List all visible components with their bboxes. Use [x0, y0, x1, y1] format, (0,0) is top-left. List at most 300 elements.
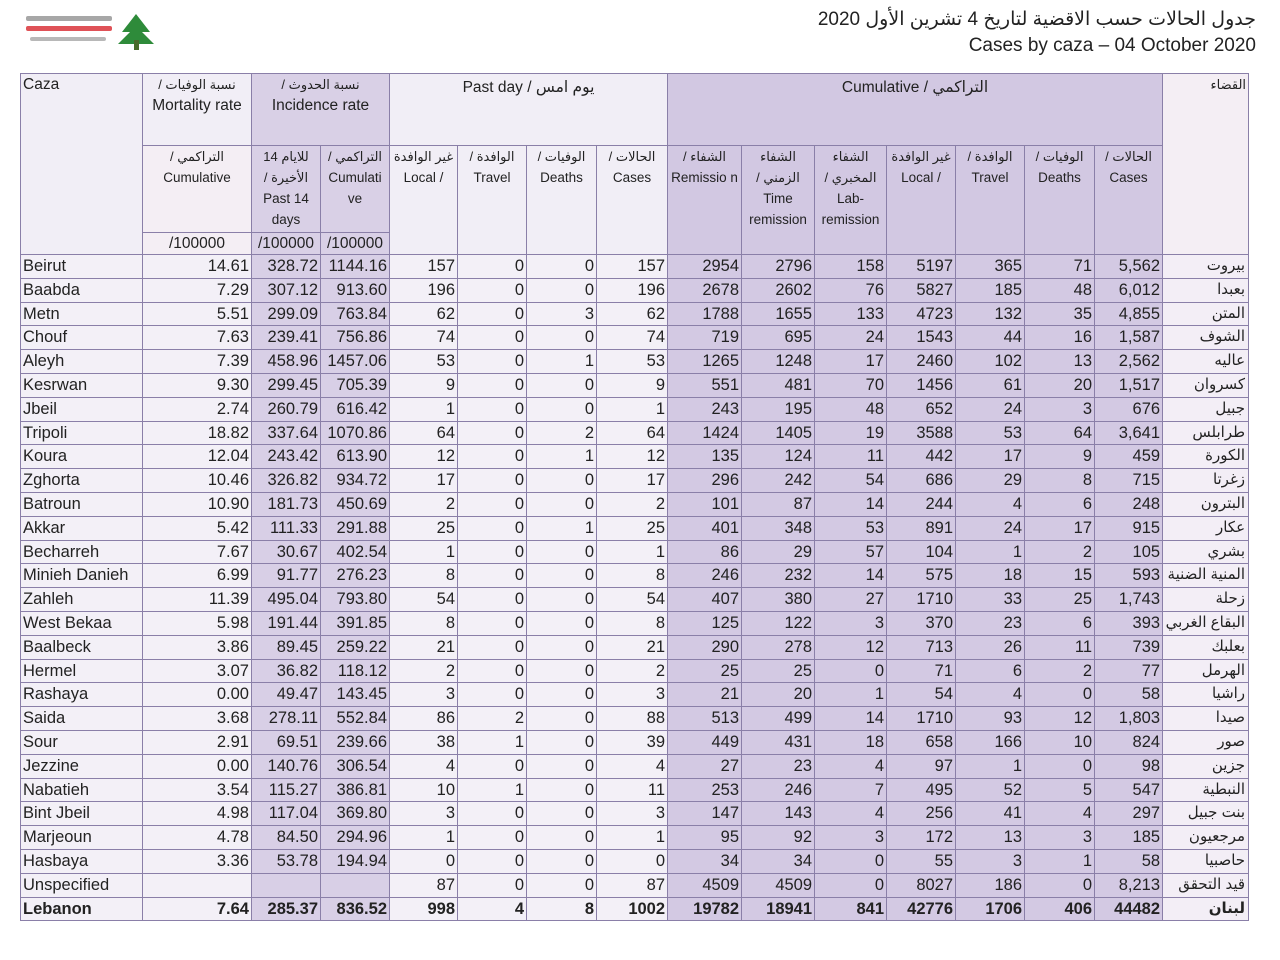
time-remission-cell: 695: [742, 326, 815, 350]
incidence-14days-cell: 140.76: [252, 754, 321, 778]
pastday-deaths-cell: 0: [527, 683, 597, 707]
table-row: [21, 540, 1249, 564]
cumulative-local-cell: 172: [887, 826, 956, 850]
cumulative-cases-cell: 6,012: [1095, 278, 1163, 302]
incidence-cumulative-cell: 291.88: [321, 516, 390, 540]
caza-name-cell: Bint Jbeil: [21, 802, 143, 826]
time-remission-cell: 143: [742, 802, 815, 826]
cumulative-local-cell: 5827: [887, 278, 956, 302]
cumulative-cases-cell: 824: [1095, 730, 1163, 754]
mortality-cumulative-cell: 2.74: [143, 397, 252, 421]
time-remission-cell: 195: [742, 397, 815, 421]
cumulative-local-cell: 42776: [887, 897, 956, 921]
mortality-cumulative-cell: 3.68: [143, 707, 252, 731]
caza-name-arabic-cell: بعلبك: [1163, 635, 1249, 659]
caza-name-arabic-cell: عاليه: [1163, 350, 1249, 374]
cumulative-cases-cell: 459: [1095, 445, 1163, 469]
caza-name-arabic-cell: زحلة: [1163, 588, 1249, 612]
pastday-deaths-cell: 0: [527, 802, 597, 826]
caza-name-arabic-cell: لبنان: [1163, 897, 1249, 921]
pastday-deaths-cell: 0: [527, 730, 597, 754]
cumulative-cases-cell: 58: [1095, 849, 1163, 873]
cumulative-travel-cell: 6: [956, 659, 1025, 683]
incidence-cumulative-cell: 934.72: [321, 469, 390, 493]
table-row: [21, 397, 1249, 421]
pastday-local-cell: 87: [390, 873, 458, 897]
time-remission-cell: 499: [742, 707, 815, 731]
title-arabic: جدول الحالات حسب الاقضية لتاريخ 4 تشرين الأول 2020: [817, 9, 1256, 30]
mortality-cumulative-cell: 14.61: [143, 255, 252, 279]
caza-name-arabic-cell: الهرمل: [1163, 659, 1249, 683]
incidence-14days-cell: 115.27: [252, 778, 321, 802]
cumulative-deaths-cell: 15: [1025, 564, 1095, 588]
incidence-14days-cell: 239.41: [252, 326, 321, 350]
incidence-cumulative-cell: 756.86: [321, 326, 390, 350]
pastday-local-cell: 25: [390, 516, 458, 540]
table-row: [21, 302, 1249, 326]
lab-remission-cell: 11: [815, 445, 887, 469]
lab-remission-cell: 4: [815, 754, 887, 778]
remission-cell: 34: [668, 849, 742, 873]
cumulative-local-cell: 1456: [887, 373, 956, 397]
table-row: [21, 255, 1249, 279]
caza-name-cell: Beirut: [21, 255, 143, 279]
pastday-cases-cell: 74: [597, 326, 668, 350]
time-remission-cell: 2796: [742, 255, 815, 279]
incidence-cumulative-cell: 294.96: [321, 826, 390, 850]
time-remission-cell: 25: [742, 659, 815, 683]
cumulative-deaths-cell: 9: [1025, 445, 1095, 469]
table-row: [21, 635, 1249, 659]
incidence-14days-cell: 337.64: [252, 421, 321, 445]
mortality-cumulative-cell: 4.98: [143, 802, 252, 826]
table-row: [21, 802, 1249, 826]
time-remission-cell: 431: [742, 730, 815, 754]
pastday-travel-cell: 1: [458, 730, 527, 754]
pastday-cases-cell: 4: [597, 754, 668, 778]
lab-remission-cell: 17: [815, 350, 887, 374]
lab-remission-cell: 19: [815, 421, 887, 445]
cumulative-cases-cell: 77: [1095, 659, 1163, 683]
incidence-cumulative-cell: 1070.86: [321, 421, 390, 445]
time-remission-cell: 1655: [742, 302, 815, 326]
time-remission-cell: 1405: [742, 421, 815, 445]
caza-name-cell: Jezzine: [21, 754, 143, 778]
pastday-cases-cell: 87: [597, 873, 668, 897]
cumulative-local-cell: 713: [887, 635, 956, 659]
cumulative-travel-cell: 23: [956, 611, 1025, 635]
incidence-cumulative-cell: 369.80: [321, 802, 390, 826]
pastday-deaths-cell: 3: [527, 302, 597, 326]
caza-name-cell: West Bekaa: [21, 611, 143, 635]
table-row: [21, 278, 1249, 302]
header-cumulative: Cumulative / التراكمي: [668, 74, 1163, 146]
cumulative-deaths-cell: 6: [1025, 492, 1095, 516]
incidence-14days-cell: 299.09: [252, 302, 321, 326]
pastday-travel-cell: 0: [458, 469, 527, 493]
cumulative-local-cell: 891: [887, 516, 956, 540]
pastday-deaths-cell: 1: [527, 516, 597, 540]
incidence-14days-cell: 260.79: [252, 397, 321, 421]
cumulative-cases-cell: 1,587: [1095, 326, 1163, 350]
pastday-travel-cell: 0: [458, 873, 527, 897]
incidence-14days-cell: 191.44: [252, 611, 321, 635]
header-cumulative-local: غير الوافدة Local /: [887, 146, 956, 255]
time-remission-cell: 1248: [742, 350, 815, 374]
caza-name-arabic-cell: بعبدا: [1163, 278, 1249, 302]
cumulative-deaths-cell: 11: [1025, 635, 1095, 659]
pastday-travel-cell: 4: [458, 897, 527, 921]
caza-name-arabic-cell: مرجعيون: [1163, 826, 1249, 850]
incidence-14days-cell: 117.04: [252, 802, 321, 826]
table-row: [21, 373, 1249, 397]
time-remission-cell: 2602: [742, 278, 815, 302]
table-row: [21, 469, 1249, 493]
pastday-travel-cell: 0: [458, 540, 527, 564]
mortality-cumulative-cell: 7.39: [143, 350, 252, 374]
incidence-14days-cell: 84.50: [252, 826, 321, 850]
ministry-logo: [20, 10, 160, 54]
pastday-deaths-cell: 0: [527, 326, 597, 350]
cumulative-deaths-cell: 64: [1025, 421, 1095, 445]
cumulative-travel-cell: 52: [956, 778, 1025, 802]
caza-name-cell: Saida: [21, 707, 143, 731]
pastday-cases-cell: 88: [597, 707, 668, 731]
pastday-travel-cell: 0: [458, 326, 527, 350]
cumulative-local-cell: 1710: [887, 588, 956, 612]
cumulative-local-cell: 1543: [887, 326, 956, 350]
cumulative-local-cell: 8027: [887, 873, 956, 897]
cumulative-cases-cell: 676: [1095, 397, 1163, 421]
incidence-cumulative-cell: 1144.16: [321, 255, 390, 279]
cumulative-travel-cell: 61: [956, 373, 1025, 397]
caza-name-cell: Batroun: [21, 492, 143, 516]
incidence-cumulative-cell: 763.84: [321, 302, 390, 326]
cumulative-cases-cell: 5,562: [1095, 255, 1163, 279]
pastday-cases-cell: 3: [597, 683, 668, 707]
incidence-14days-cell: 328.72: [252, 255, 321, 279]
pastday-travel-cell: 0: [458, 588, 527, 612]
mortality-cumulative-cell: 11.39: [143, 588, 252, 612]
mortality-cumulative-cell: 0.00: [143, 754, 252, 778]
cumulative-local-cell: 3588: [887, 421, 956, 445]
time-remission-cell: 29: [742, 540, 815, 564]
pastday-deaths-cell: 0: [527, 397, 597, 421]
pastday-travel-cell: 0: [458, 492, 527, 516]
pastday-local-cell: 10: [390, 778, 458, 802]
lab-remission-cell: 18: [815, 730, 887, 754]
header-remission: الشفاء / Remissio n: [668, 146, 742, 255]
caza-name-cell: Sour: [21, 730, 143, 754]
pastday-local-cell: 1: [390, 826, 458, 850]
caza-name-arabic-cell: الكورة: [1163, 445, 1249, 469]
cumulative-local-cell: 71: [887, 659, 956, 683]
pastday-local-cell: 8: [390, 564, 458, 588]
incidence-cumulative-cell: 552.84: [321, 707, 390, 731]
remission-cell: 25: [668, 659, 742, 683]
cases-table: [20, 73, 1249, 921]
pastday-local-cell: 64: [390, 421, 458, 445]
mortality-cumulative-cell: 6.99: [143, 564, 252, 588]
cumulative-travel-cell: 4: [956, 683, 1025, 707]
cumulative-deaths-cell: 16: [1025, 326, 1095, 350]
pastday-deaths-cell: 0: [527, 255, 597, 279]
caza-name-cell: Hasbaya: [21, 849, 143, 873]
cumulative-deaths-cell: 3: [1025, 826, 1095, 850]
table-row: [21, 826, 1249, 850]
cumulative-travel-cell: 166: [956, 730, 1025, 754]
header-cumulative-cases: الحالات / Cases: [1095, 146, 1163, 255]
lab-remission-cell: 12: [815, 635, 887, 659]
cumulative-deaths-cell: 25: [1025, 588, 1095, 612]
cumulative-travel-cell: 365: [956, 255, 1025, 279]
pastday-travel-cell: 0: [458, 516, 527, 540]
lab-remission-cell: 3: [815, 611, 887, 635]
incidence-cumulative-cell: 143.45: [321, 683, 390, 707]
incidence-cumulative-cell: 705.39: [321, 373, 390, 397]
cumulative-deaths-cell: 3: [1025, 397, 1095, 421]
cumulative-cases-cell: 1,517: [1095, 373, 1163, 397]
pastday-deaths-cell: 0: [527, 635, 597, 659]
pastday-deaths-cell: 0: [527, 707, 597, 731]
pastday-local-cell: 4: [390, 754, 458, 778]
pastday-cases-cell: 11: [597, 778, 668, 802]
pastday-travel-cell: 0: [458, 849, 527, 873]
pastday-local-cell: 1: [390, 540, 458, 564]
lab-remission-cell: 54: [815, 469, 887, 493]
pastday-cases-cell: 17: [597, 469, 668, 493]
remission-cell: 407: [668, 588, 742, 612]
cumulative-cases-cell: 248: [1095, 492, 1163, 516]
caza-name-arabic-cell: صيدا: [1163, 707, 1249, 731]
caza-name-arabic-cell: حاصبيا: [1163, 849, 1249, 873]
table-row: [21, 492, 1249, 516]
pastday-local-cell: 196: [390, 278, 458, 302]
incidence-cumulative-cell: 386.81: [321, 778, 390, 802]
header-past-day: Past day / يوم امس: [390, 74, 668, 146]
remission-cell: 147: [668, 802, 742, 826]
mortality-cumulative-cell: 7.67: [143, 540, 252, 564]
pastday-deaths-cell: 0: [527, 278, 597, 302]
time-remission-cell: 242: [742, 469, 815, 493]
title-english: Cases by caza – 04 October 2020: [968, 35, 1256, 56]
header-caza-arabic: القضاء: [1163, 74, 1249, 255]
mortality-cumulative-cell: 5.42: [143, 516, 252, 540]
caza-name-arabic-cell: النبطية: [1163, 778, 1249, 802]
remission-cell: 551: [668, 373, 742, 397]
remission-cell: 1788: [668, 302, 742, 326]
remission-cell: 296: [668, 469, 742, 493]
cumulative-cases-cell: 105: [1095, 540, 1163, 564]
remission-cell: 719: [668, 326, 742, 350]
cumulative-cases-cell: 593: [1095, 564, 1163, 588]
pastday-travel-cell: 0: [458, 421, 527, 445]
mortality-cumulative-cell: 3.07: [143, 659, 252, 683]
incidence-14days-cell: 36.82: [252, 659, 321, 683]
pastday-travel-cell: 0: [458, 397, 527, 421]
pastday-travel-cell: 0: [458, 445, 527, 469]
pastday-cases-cell: 62: [597, 302, 668, 326]
cumulative-deaths-cell: 2: [1025, 540, 1095, 564]
pastday-travel-cell: 0: [458, 611, 527, 635]
pastday-local-cell: 53: [390, 350, 458, 374]
header-pastday-deaths: الوفيات / Deaths: [527, 146, 597, 255]
table-row: [21, 849, 1249, 873]
pastday-cases-cell: 53: [597, 350, 668, 374]
cumulative-cases-cell: 3,641: [1095, 421, 1163, 445]
lab-remission-cell: 158: [815, 255, 887, 279]
caza-name-cell: Kesrwan: [21, 373, 143, 397]
pastday-travel-cell: 0: [458, 350, 527, 374]
table-row: [21, 350, 1249, 374]
pastday-deaths-cell: 0: [527, 540, 597, 564]
pastday-cases-cell: 1002: [597, 897, 668, 921]
time-remission-cell: 34: [742, 849, 815, 873]
pastday-local-cell: 86: [390, 707, 458, 731]
header-incidence-14days: للايام 14 الأخيرة / Past 14 days: [252, 146, 321, 233]
cumulative-local-cell: 652: [887, 397, 956, 421]
pastday-travel-cell: 0: [458, 564, 527, 588]
cumulative-travel-cell: 24: [956, 516, 1025, 540]
table-row: [21, 564, 1249, 588]
lab-remission-cell: 1: [815, 683, 887, 707]
incidence-cumulative-cell: [321, 873, 390, 897]
cumulative-travel-cell: 102: [956, 350, 1025, 374]
caza-name-cell: Nabatieh: [21, 778, 143, 802]
caza-name-arabic-cell: البترون: [1163, 492, 1249, 516]
lab-remission-cell: 133: [815, 302, 887, 326]
incidence-14days-cell: 243.42: [252, 445, 321, 469]
remission-cell: 513: [668, 707, 742, 731]
cumulative-travel-cell: 93: [956, 707, 1025, 731]
cumulative-cases-cell: 547: [1095, 778, 1163, 802]
header-cumulative-deaths: الوفيات / Deaths: [1025, 146, 1095, 255]
caza-name-cell: Zahleh: [21, 588, 143, 612]
pastday-cases-cell: 39: [597, 730, 668, 754]
pastday-local-cell: 54: [390, 588, 458, 612]
total-row: [21, 897, 1249, 921]
cumulative-travel-cell: 18: [956, 564, 1025, 588]
caza-name-cell: Akkar: [21, 516, 143, 540]
cumulative-deaths-cell: 35: [1025, 302, 1095, 326]
pastday-travel-cell: 0: [458, 754, 527, 778]
lab-remission-cell: 24: [815, 326, 887, 350]
cumulative-deaths-cell: 0: [1025, 754, 1095, 778]
remission-cell: 135: [668, 445, 742, 469]
pastday-local-cell: 3: [390, 683, 458, 707]
caza-name-cell: Marjeoun: [21, 826, 143, 850]
remission-cell: 2954: [668, 255, 742, 279]
pastday-cases-cell: 64: [597, 421, 668, 445]
cumulative-deaths-cell: 4: [1025, 802, 1095, 826]
time-remission-cell: 92: [742, 826, 815, 850]
header-time-remission: الشفاء الزمني / Time remission: [742, 146, 815, 255]
header-pastday-local: غير الوافدة Local /: [390, 146, 458, 255]
caza-name-arabic-cell: صور: [1163, 730, 1249, 754]
lab-remission-cell: 3: [815, 826, 887, 850]
caza-name-cell: Metn: [21, 302, 143, 326]
cumulative-cases-cell: 915: [1095, 516, 1163, 540]
incidence-14days-cell: 307.12: [252, 278, 321, 302]
caza-name-arabic-cell: المتن: [1163, 302, 1249, 326]
incidence-cumulative-cell: 613.90: [321, 445, 390, 469]
caza-name-arabic-cell: زغرتا: [1163, 469, 1249, 493]
pastday-deaths-cell: 0: [527, 659, 597, 683]
cumulative-deaths-cell: 0: [1025, 873, 1095, 897]
incidence-cumulative-cell: 836.52: [321, 897, 390, 921]
incidence-cumulative-cell: 118.12: [321, 659, 390, 683]
remission-cell: 101: [668, 492, 742, 516]
incidence-14days-cell: 299.45: [252, 373, 321, 397]
remission-cell: 27: [668, 754, 742, 778]
table-row: [21, 611, 1249, 635]
incidence-cumulative-cell: 194.94: [321, 849, 390, 873]
pastday-local-cell: 74: [390, 326, 458, 350]
lab-remission-cell: 0: [815, 873, 887, 897]
incidence-14days-cell: 458.96: [252, 350, 321, 374]
cumulative-deaths-cell: 406: [1025, 897, 1095, 921]
cumulative-local-cell: 370: [887, 611, 956, 635]
lab-remission-cell: 0: [815, 849, 887, 873]
lab-remission-cell: 7: [815, 778, 887, 802]
cumulative-deaths-cell: 8: [1025, 469, 1095, 493]
pastday-deaths-cell: 8: [527, 897, 597, 921]
caza-name-arabic-cell: الشوف: [1163, 326, 1249, 350]
incidence-cumulative-cell: 616.42: [321, 397, 390, 421]
incidence-14days-cell: 91.77: [252, 564, 321, 588]
cumulative-cases-cell: 739: [1095, 635, 1163, 659]
remission-cell: 401: [668, 516, 742, 540]
cumulative-travel-cell: 1: [956, 754, 1025, 778]
pastday-local-cell: 9: [390, 373, 458, 397]
mortality-cumulative-cell: 7.63: [143, 326, 252, 350]
incidence-cumulative-cell: 913.60: [321, 278, 390, 302]
lab-remission-cell: 27: [815, 588, 887, 612]
pastday-travel-cell: 0: [458, 802, 527, 826]
incidence-14days-cell: 53.78: [252, 849, 321, 873]
table-row: [21, 445, 1249, 469]
incidence-14days-cell: 89.45: [252, 635, 321, 659]
caza-name-arabic-cell: جبيل: [1163, 397, 1249, 421]
caza-name-arabic-cell: قيد التحقق: [1163, 873, 1249, 897]
cumulative-deaths-cell: 2: [1025, 659, 1095, 683]
remission-cell: 243: [668, 397, 742, 421]
cumulative-cases-cell: 1,743: [1095, 588, 1163, 612]
incidence-cumulative-cell: 793.80: [321, 588, 390, 612]
pastday-deaths-cell: 0: [527, 469, 597, 493]
caza-name-arabic-cell: المنية الضنية: [1163, 564, 1249, 588]
mortality-cumulative-cell: 3.86: [143, 635, 252, 659]
table-row: [21, 516, 1249, 540]
remission-cell: 449: [668, 730, 742, 754]
cumulative-local-cell: 1710: [887, 707, 956, 731]
remission-cell: 4509: [668, 873, 742, 897]
header-per-100000: /100000: [321, 233, 390, 255]
remission-cell: 1424: [668, 421, 742, 445]
cumulative-deaths-cell: 12: [1025, 707, 1095, 731]
pastday-deaths-cell: 0: [527, 826, 597, 850]
pastday-deaths-cell: 0: [527, 564, 597, 588]
table-row: [21, 754, 1249, 778]
incidence-14days-cell: 49.47: [252, 683, 321, 707]
incidence-cumulative-cell: 276.23: [321, 564, 390, 588]
cumulative-cases-cell: 8,213: [1095, 873, 1163, 897]
mortality-cumulative-cell: 10.90: [143, 492, 252, 516]
cumulative-travel-cell: 17: [956, 445, 1025, 469]
remission-cell: 246: [668, 564, 742, 588]
caza-name-cell: Hermel: [21, 659, 143, 683]
header-incidence-cumulative: التراكمي / Cumulati ve: [321, 146, 390, 233]
